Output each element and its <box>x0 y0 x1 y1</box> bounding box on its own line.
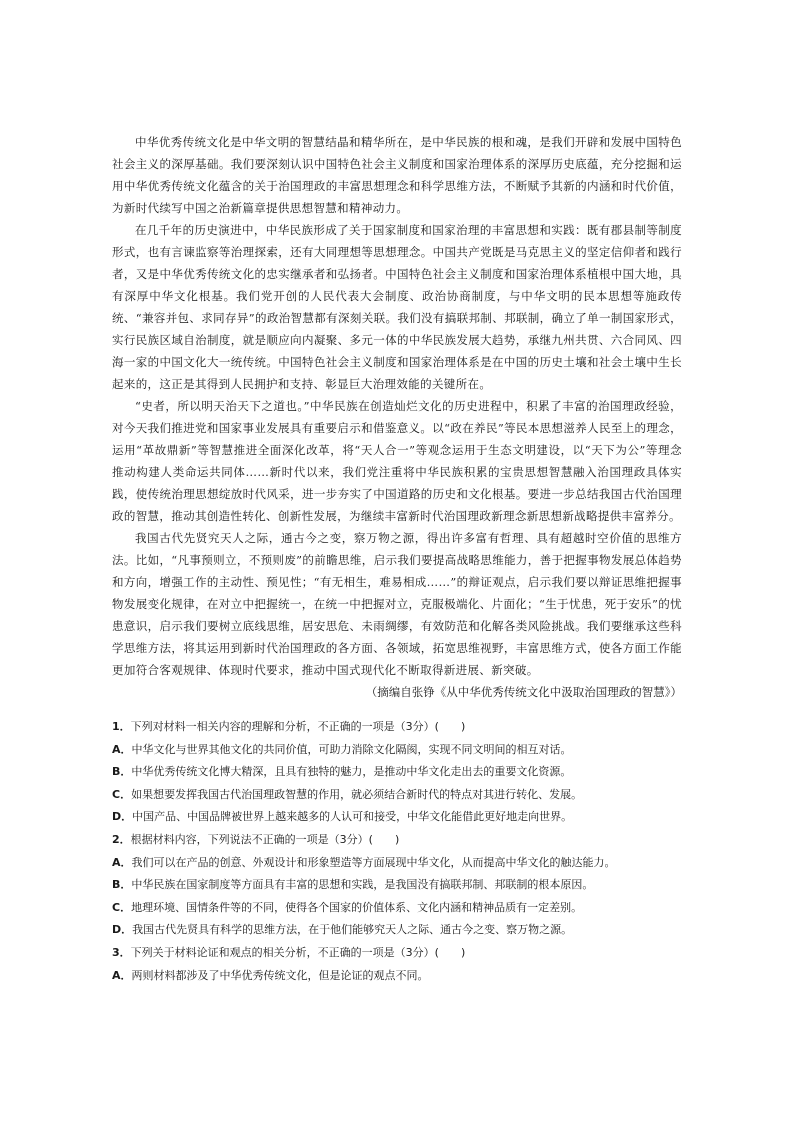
option-letter: B． <box>112 765 132 779</box>
reading-passage <box>112 131 682 703</box>
option-letter: A． <box>112 855 132 869</box>
option-text: 中国产品、中国品牌被世界上越来越多的人认可和接受，中华文化能借此更好地走向世界。 <box>132 810 573 824</box>
option-text: 我国古代先贤具有科学的思维方法，在于他们能够究天人之际、通古今之变、察万物之源。 <box>132 923 573 937</box>
question-3-number: 3． <box>112 945 131 959</box>
option-text: 地理环境、国情条件等的不同，使得各个国家的价值体系、文化内涵和精神品质有一定差别。 <box>131 900 583 914</box>
option-text: 我们可以在产品的创意、外观设计和形象塑造等方面展现中华文化，从而提高中华文化的触达能力。 <box>131 855 616 869</box>
question-2-option-c <box>112 897 692 920</box>
option-text: 中华优秀传统文化博大精深，且具有独特的魅力，是推动中华文化走出去的重要文化资源。 <box>131 765 572 779</box>
option-text: 如果想要发挥我国古代治国理政智慧的作用，就必须结合新时代的特点对其进行转化、发展。 <box>131 787 583 801</box>
option-letter: C． <box>112 900 132 914</box>
question-3-text: 下列关于材料论证和观点的相关分析，不正确的一项是（3分）( ) <box>130 945 466 959</box>
option-text: 中华文化与世界其他文化的共同价值，可助力消除文化隔阂，实现不同文明间的相互对话。 <box>131 742 572 756</box>
question-2-option-a <box>112 852 692 875</box>
question-2-option-b <box>112 874 692 897</box>
question-2-stem <box>112 829 692 852</box>
passage-paragraph-3: “史者，所以明天治天下之道也。”中华民族在创造灿烂文化的历史进程中，积累了丰富的治国理政经验，对今天我们推进党和国家事业发展具有重要启示和借鉴意义。以“政在养民”等民本思想滋养人民至上的理念，运用“革故鼎新”等智慧推进全面深化改革，将“天人合一”等观念运用于生态文明建设，以“天下为公”等理念推动构建人类命运共同体……新时代以来，我们党注重将中华民族积累的宝贵思想智慧融入治国理政具体实践，使传统治理思想绽放时代风采，进一步夯实了中国道路的历史和文化根基。要进一步总结我国古代治国理政的智慧，推动其创造性转化、创新性发展，为继续丰富新时代治国理政新理念新思想新战略提供丰富养分。 <box>112 399 682 523</box>
option-letter: A． <box>112 742 132 756</box>
question-1-option-b <box>112 761 692 784</box>
option-letter: B． <box>112 878 132 892</box>
passage-source: （摘编自张铮《从中华优秀传统文化中汲取治国理政的智慧》） <box>365 685 682 699</box>
question-1-option-c <box>112 784 692 807</box>
option-text: 中华民族在国家制度等方面具有丰富的思想和实践，是我国没有搞联邦制、邦联制的根本原因。 <box>131 878 594 892</box>
option-letter: C． <box>112 787 132 801</box>
option-letter: A． <box>112 968 132 982</box>
question-3-stem <box>112 942 692 965</box>
question-1-option-d <box>112 806 692 829</box>
question-2-number: 2． <box>112 832 131 846</box>
question-1-option-a <box>112 739 692 762</box>
passage-paragraph-1: 中华优秀传统文化是中华文明的智慧结晶和精华所在，是中华民族的根和魂，是我们开辟和发展中国特色社会主义的深厚基础。我们要深刻认识中国特色社会主义制度和国家治理体系的深厚历史底蕴，充分挖掘和运用中华优秀传统文化蕴含的关于治国理政的丰富思想理念和科学思维方法，不断赋予其新的内涵和时代价值，为新时代续写中国之治新篇章提供思想智慧和精神动力。 <box>112 135 682 215</box>
question-1-text: 下列对材料一相关内容的理解和分析，不正确的一项是（3分）( ) <box>130 720 466 733</box>
question-1-number: 1． <box>112 720 131 733</box>
question-1-stem <box>112 716 692 739</box>
question-2-option-d <box>112 919 692 942</box>
question-3-option-a <box>112 965 692 988</box>
option-text: 两则材料都涉及了中华优秀传统文化，但是论证的观点不同。 <box>131 968 429 982</box>
question-2-text: 根据材料内容，下列说法不正确的一项是（3分）( ) <box>130 832 400 846</box>
option-letter: D． <box>112 923 133 937</box>
option-letter: D． <box>112 810 133 824</box>
passage-paragraph-2: 在几千年的历史演进中，中华民族形成了关于国家制度和国家治理的丰富思想和实践：既有郡县制等制度形式，也有言谏监察等治理探索，还有大同理想等思想理念。中国共产党既是马克思主义的坚定信仰者和践行者，又是中华优秀传统文化的忠实继承者和弘扬者。中国特色社会主义制度和国家治理体系植根中国大地，具有深厚中华文化根基。我们党开创的人民代表大会制度、政治协商制度，与中华文明的民本思想等施政传统、“兼容并包、求同存异”的政治智慧都有深刻关联。我们没有搞联邦制、邦联制，确立了单一制国家形式，实行民族区域自治制度，就是顺应向内凝聚、多元一体的中华民族发展大趋势，承继九州共贯、六合同风、四海一家的中国文化大一统传统。中国特色社会主义制度和国家治理体系是在中国的历史土壤和社会土壤中生长起来的，这正是其得到人民拥护和支持、彰显巨大治理效能的关键所在。 <box>112 223 682 391</box>
passage-paragraph-4: 我国古代先贤究天人之际，通古今之变，察万物之源，得出许多富有哲理、具有超越时空价值的思维方法。比如，“凡事预则立，不预则废”的前瞻思维，启示我们要提高战略思维能力，善于把握事物发展总体趋势和方向，增强工作的主动性、预见性；“有无相生，难易相成……”的辩证观点，启示我们要以辩证思维把握事物发展变化规律，在对立中把握统一，在统一中把握对立，克服极端化、片面化；“生于忧患，死于安乐”的忧患意识，启示我们要树立底线思维，居安思危、未雨绸缪，有效防范和化解各类风险挑战。我们要继承这些科学思维方法，将其运用到新时代治国理政的各方面、各领域，拓宽思维视野，丰富思维方式，使各方面工作能更加符合客观规律、体现时代要求，推动中国式现代化不断取得新进展、新突破。 <box>112 531 682 677</box>
question-list <box>112 716 692 987</box>
